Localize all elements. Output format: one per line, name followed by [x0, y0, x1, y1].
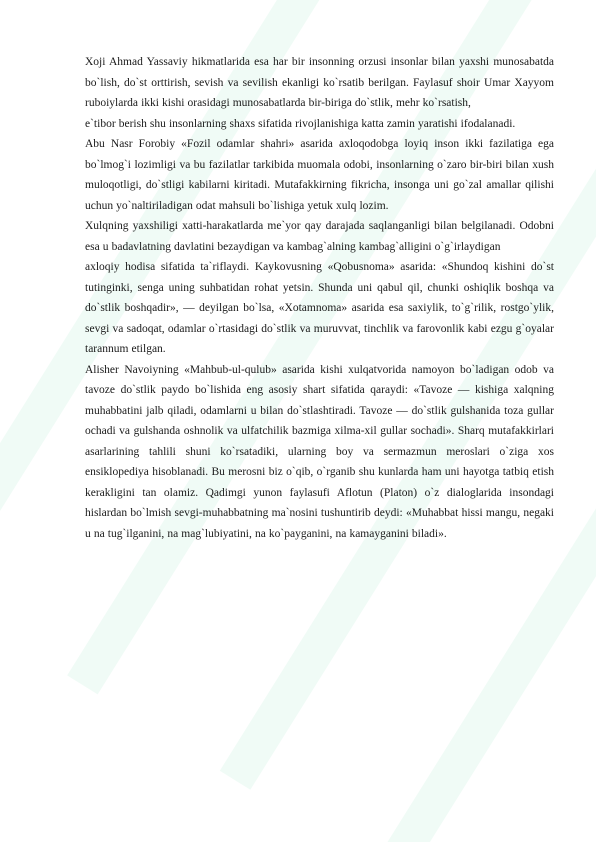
paragraph: axloqiy hodisa sifatida ta`riflaydi. Kaykovusning «Qobusnoma» asarida: «Shundoq kishini do`st tutinginki, senga uning suhbatidan rohat yetsin. Shunda uni qabul qil, chunki oshiqlik boshqa va do`stlik boshqadir», — deyilgan bo`lsa, «Xotamnoma» asarida esa saxiylik, to`g`rilik, rostgo`ylik, sevgi va sadoqat, odamlar o`rtasidagi do`stlik va muruvvat, tinchlik va farovonlik kabi ezgu g`oyalar tarannum etilgan.	[85, 261, 554, 355]
document-body	[85, 52, 554, 544]
paragraph: e`tibor berish shu insonlarning shaxs sifatida rivojlanishiga katta zamin yaratishi ifodalanadi.	[85, 117, 516, 130]
paragraph: Alisher Navoiyning «Mahbub-ul-qulub» asarida kishi xulqatvorida namoyon bo`ladigan odob va tavoze do`stlik paydo bo`lishida eng asosiy shart sifatida qaraydi: «Tavoze — kishiga xalqning muhabbatini jalb qiladi, odamlarni u bilan do`stlashtiradi. Tavoze — do`stlik gulshanida toza gullar ochadi va gulshanda oshnolik va ulfatchilik bazmiga xilma-xil gullar sochadi». Sharq mutafakkirlari asarlarining tahlili shuni ko`rsatadiki, ularning boy va sermazmun meroslari o`ziga xos ensiklopediya hisoblanadi. Bu merosni biz o`qib, o`rganib shu kunlarda ham uni hayotga tatbiq etish kerakligini tan olamiz. Qadimgi yunon faylasufi Aflotun (Platon) o`z dialoglarida insondagi hislardan bo`lmish sevgi-muhabbatning ma`nosini tushuntirib deydi: «Muhabbat hissi mangu, negaki u na tug`ilganini, na mag`lubiyatini, na ko`payganini, na kamayganini biladi».	[85, 363, 554, 540]
paragraph: Abu Nasr Forobiy «Fozil odamlar shahri» asarida axloqodobga loyiq inson ikki fazilatiga ega bo`lmog`i lozimligi va bu fazilatlar tarkibida muomala odobi, insonlarning o`zaro bir-biri bilan xush muloqotligi, do`stligi kabilarni kiritadi. Mutafakkirning fikricha, insonga uni go`zal amallar qilishi uchun yo`naltiriladigan odat mahsuli bo`lishiga yetuk xulq lozim.	[85, 138, 554, 212]
paragraph: Xulqning yaxshiligi xatti-harakatlarda me`yor qay darajada saqlanganligi bilan belgilanadi. Odobni esa u badavlatning davlatini bezaydigan va kambag`alning kambag`alligini o`g`irlaydigan	[85, 220, 554, 253]
paragraph: Xoji Ahmad Yassaviy hikmatlarida esa har bir insonning orzusi insonlar bilan yaxshi munosabatda bo`lish, do`st orttirish, sevish va sevilish ekanligi ko`rsatib berilgan. Faylasuf shoir Umar Xayyom ruboiylarda ikki kishi orasidagi munosabatlarda bir-biriga do`stlik, mehr ko`rsatish,	[85, 56, 554, 109]
